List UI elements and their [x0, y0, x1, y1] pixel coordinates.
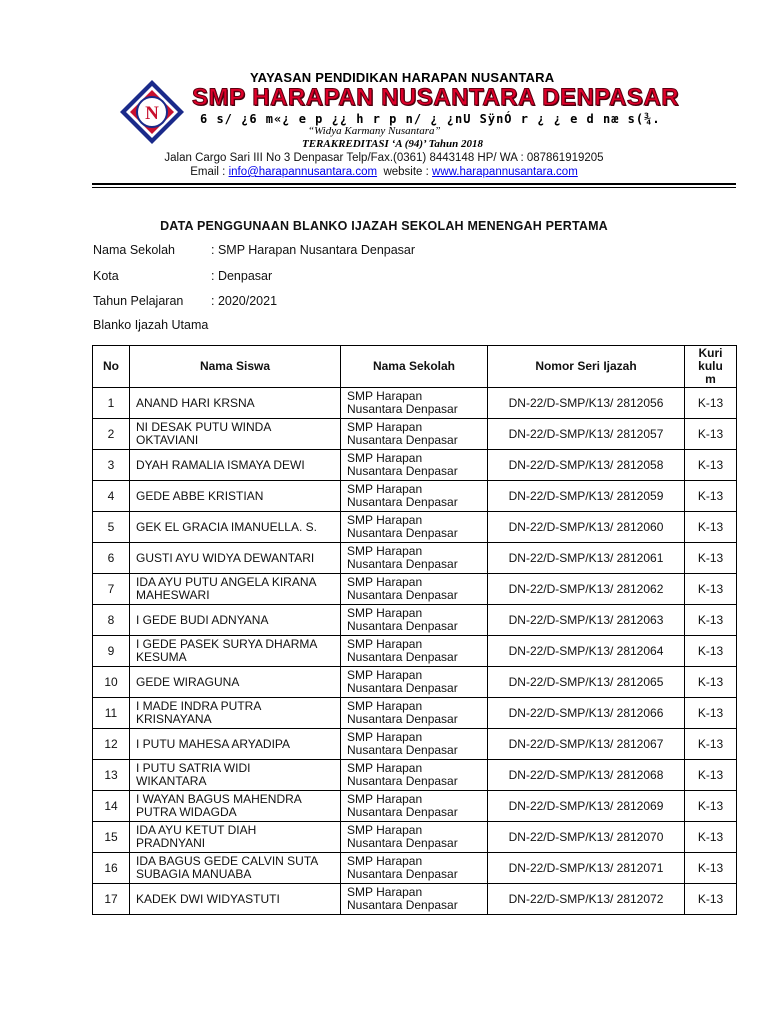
student-name-line: PUTRA WIDAGDA: [136, 805, 237, 819]
cell-kurikulum: K-13: [685, 605, 737, 636]
cell-nama-sekolah: [341, 822, 488, 853]
table-row: [93, 605, 737, 636]
field-label: Kota: [93, 269, 119, 283]
cell-nama-siswa: [130, 822, 341, 853]
cell-nomor-seri: DN-22/D-SMP/K13/ 2812060: [488, 512, 685, 543]
school-name-line: Nusantara Denpasar: [347, 743, 458, 757]
cell-nama-sekolah: [341, 574, 488, 605]
cell-no: 3: [93, 450, 130, 481]
cell-nama-sekolah: [341, 884, 488, 915]
school-name-line: Nusantara Denpasar: [347, 402, 458, 416]
cell-nomor-seri: DN-22/D-SMP/K13/ 2812072: [488, 884, 685, 915]
table-row: [93, 543, 737, 574]
letterhead: [0, 0, 768, 200]
school-name-line: SMP Harapan: [347, 482, 423, 496]
school-name-line: Nusantara Denpasar: [347, 619, 458, 633]
school-name-line: Nusantara Denpasar: [347, 867, 458, 881]
student-name-line: I MADE INDRA PUTRA: [136, 699, 262, 713]
field-value: : 2020/2021: [211, 294, 278, 308]
school-name-line: SMP Harapan: [347, 854, 423, 868]
cell-no: 6: [93, 543, 130, 574]
student-name-line: PRADNYANI: [136, 836, 206, 850]
cell-no: 11: [93, 698, 130, 729]
cell-no: 5: [93, 512, 130, 543]
table-row: [93, 760, 737, 791]
cell-nama-siswa: [130, 667, 341, 698]
cell-no: 13: [93, 760, 130, 791]
website-link[interactable]: www.harapannusantara.com: [432, 166, 578, 178]
cell-nama-siswa: [130, 791, 341, 822]
table-row: [93, 636, 737, 667]
school-logo-icon: [118, 78, 186, 146]
cell-kurikulum: K-13: [685, 667, 737, 698]
school-name-line: SMP Harapan: [347, 606, 423, 620]
cell-nama-siswa: [130, 574, 341, 605]
cell-nama-sekolah: [341, 450, 488, 481]
table-row: [93, 388, 737, 419]
field-kota: [93, 269, 272, 283]
cell-nama-sekolah: [341, 698, 488, 729]
cell-nama-siswa: [130, 729, 341, 760]
cell-kurikulum: K-13: [685, 574, 737, 605]
school-name-line: Nusantara Denpasar: [347, 526, 458, 540]
cell-nomor-seri: DN-22/D-SMP/K13/ 2812058: [488, 450, 685, 481]
cell-nama-siswa: [130, 884, 341, 915]
logo-letter: N: [145, 103, 159, 124]
school-name-line: SMP Harapan: [347, 823, 423, 837]
field-label: Tahun Pelajaran: [93, 294, 184, 308]
school-name-line: SMP Harapan: [347, 389, 423, 403]
cell-kurikulum: K-13: [685, 481, 737, 512]
foundation-name: YAYASAN PENDIDIKAN HARAPAN NUSANTARA: [250, 70, 555, 85]
table-row: [93, 698, 737, 729]
cell-nomor-seri: DN-22/D-SMP/K13/ 2812064: [488, 636, 685, 667]
school-name-line: Nusantara Denpasar: [347, 774, 458, 788]
table-row: [93, 822, 737, 853]
table-row: [93, 481, 737, 512]
accreditation: TERAKREDITASI ‘A (94)’ Tahun 2018: [302, 138, 483, 150]
school-name-line: Nusantara Denpasar: [347, 588, 458, 602]
table-row: [93, 884, 737, 915]
cell-kurikulum: K-13: [685, 543, 737, 574]
cell-nama-sekolah: [341, 481, 488, 512]
table-row: [93, 419, 737, 450]
cell-nomor-seri: DN-22/D-SMP/K13/ 2812069: [488, 791, 685, 822]
cell-kurikulum: K-13: [685, 853, 737, 884]
student-name-line: IDA AYU KETUT DIAH: [136, 823, 257, 837]
school-name-line: Nusantara Denpasar: [347, 898, 458, 912]
cell-nama-sekolah: [341, 729, 488, 760]
student-name-line: GEK EL GRACIA IMANUELLA. S.: [136, 519, 317, 534]
cell-no: 15: [93, 822, 130, 853]
school-name-line: SMP Harapan: [347, 668, 423, 682]
document-title: DATA PENGGUNAAN BLANKO IJAZAH SEKOLAH MENENGAH PERTAMA: [160, 219, 608, 233]
cell-nama-siswa: [130, 481, 341, 512]
cell-nama-sekolah: [341, 419, 488, 450]
student-name-line: DYAH RAMALIA ISMAYA DEWI: [136, 457, 305, 472]
field-value: : SMP Harapan Nusantara Denpasar: [211, 243, 416, 257]
cell-kurikulum: K-13: [685, 822, 737, 853]
school-name-line: SMP Harapan: [347, 575, 423, 589]
school-name-line: SMP Harapan: [347, 544, 423, 558]
header-nomor-seri: Nomor Seri Ijazah: [488, 346, 685, 388]
cell-nomor-seri: DN-22/D-SMP/K13/ 2812066: [488, 698, 685, 729]
cell-nomor-seri: DN-22/D-SMP/K13/ 2812071: [488, 853, 685, 884]
cell-no: 14: [93, 791, 130, 822]
cell-kurikulum: K-13: [685, 512, 737, 543]
cell-kurikulum: K-13: [685, 388, 737, 419]
table-subheading: Blanko Ijazah Utama: [93, 318, 209, 332]
student-name-line: IDA BAGUS GEDE CALVIN SUTA: [136, 854, 319, 868]
field-tahun-pelajaran: [93, 294, 277, 308]
cell-nomor-seri: DN-22/D-SMP/K13/ 2812068: [488, 760, 685, 791]
table-row: [93, 667, 737, 698]
cell-no: 17: [93, 884, 130, 915]
student-name-line: KRISNAYANA: [136, 712, 212, 726]
cell-nama-siswa: [130, 419, 341, 450]
cell-nama-siswa: [130, 450, 341, 481]
student-name-line: GUSTI AYU WIDYA DEWANTARI: [136, 550, 315, 565]
student-name-line: MAHESWARI: [136, 588, 210, 602]
cell-nomor-seri: DN-22/D-SMP/K13/ 2812065: [488, 667, 685, 698]
cell-nama-sekolah: [341, 853, 488, 884]
school-name-line: Nusantara Denpasar: [347, 495, 458, 509]
cell-nama-siswa: [130, 760, 341, 791]
school-name-line: SMP Harapan: [347, 730, 423, 744]
cell-nama-sekolah: [341, 760, 488, 791]
student-name-line: I PUTU MAHESA ARYADIPA: [136, 736, 291, 751]
table-row: [93, 853, 737, 884]
cell-kurikulum: K-13: [685, 698, 737, 729]
cell-nomor-seri: DN-22/D-SMP/K13/ 2812062: [488, 574, 685, 605]
cell-nama-sekolah: [341, 667, 488, 698]
student-name-line: I PUTU SATRIA WIDI: [136, 761, 251, 775]
contact-line: [0, 166, 768, 178]
school-name-line: Nusantara Denpasar: [347, 433, 458, 447]
cell-nama-sekolah: [341, 636, 488, 667]
header-kurikulum: [685, 346, 737, 388]
field-label: Nama Sekolah: [93, 243, 175, 257]
school-name-line: SMP Harapan: [347, 637, 423, 651]
cell-nama-siswa: [130, 605, 341, 636]
school-address: Jalan Cargo Sari III No 3 Denpasar Telp/Fax.(0361) 8443148 HP/ WA : 087861919205: [164, 152, 604, 164]
school-name-line: SMP Harapan: [347, 761, 423, 775]
student-name-line: I GEDE PASEK SURYA DHARMA: [136, 637, 318, 651]
ijazah-table: [92, 345, 737, 915]
cell-nama-siswa: [130, 698, 341, 729]
cell-kurikulum: K-13: [685, 729, 737, 760]
cell-kurikulum: K-13: [685, 791, 737, 822]
school-name-line: Nusantara Denpasar: [347, 650, 458, 664]
student-name-line: SUBAGIA MANUABA: [136, 867, 252, 881]
school-name-line: SMP Harapan: [347, 885, 423, 899]
school-name-line: Nusantara Denpasar: [347, 464, 458, 478]
balinese-script-line: 6 s/ ¿6 m«¿ e p ¿¿ h r p n/ ¿ ¿nU SÿnÓ r ¿ ¿ e d næ s(¾.: [200, 112, 661, 126]
cell-nomor-seri: DN-22/D-SMP/K13/ 2812057: [488, 419, 685, 450]
header-nama-siswa: Nama Siswa: [130, 346, 341, 388]
student-name-line: KESUMA: [136, 650, 187, 664]
header-no: No: [93, 346, 130, 388]
header-nama-sekolah: Nama Sekolah: [341, 346, 488, 388]
school-name-line: Nusantara Denpasar: [347, 805, 458, 819]
cell-kurikulum: K-13: [685, 884, 737, 915]
student-name-line: NI DESAK PUTU WINDA: [136, 420, 272, 434]
cell-nomor-seri: DN-22/D-SMP/K13/ 2812067: [488, 729, 685, 760]
cell-nama-sekolah: [341, 512, 488, 543]
school-name-line: SMP Harapan: [347, 420, 423, 434]
student-name-line: WIKANTARA: [136, 774, 207, 788]
cell-nomor-seri: DN-22/D-SMP/K13/ 2812061: [488, 543, 685, 574]
field-value: : Denpasar: [211, 269, 273, 283]
cell-nama-siswa: [130, 388, 341, 419]
cell-no: 12: [93, 729, 130, 760]
cell-no: 8: [93, 605, 130, 636]
school-name-line: Nusantara Denpasar: [347, 557, 458, 571]
cell-nama-siswa: [130, 512, 341, 543]
cell-nomor-seri: DN-22/D-SMP/K13/ 2812070: [488, 822, 685, 853]
header-kurikulum-line: Kuri: [698, 346, 723, 360]
cell-no: 9: [93, 636, 130, 667]
cell-no: 16: [93, 853, 130, 884]
cell-nama-sekolah: [341, 388, 488, 419]
cell-nomor-seri: DN-22/D-SMP/K13/ 2812056: [488, 388, 685, 419]
cell-no: 1: [93, 388, 130, 419]
cell-no: 10: [93, 667, 130, 698]
header-rule-thick: [92, 183, 736, 185]
cell-nomor-seri: DN-22/D-SMP/K13/ 2812059: [488, 481, 685, 512]
table-header-row: [93, 346, 737, 388]
school-name-line: SMP Harapan: [347, 792, 423, 806]
cell-kurikulum: K-13: [685, 760, 737, 791]
cell-nama-sekolah: [341, 543, 488, 574]
cell-no: 7: [93, 574, 130, 605]
email-link[interactable]: info@harapannusantara.com: [228, 166, 378, 178]
cell-nama-sekolah: [341, 791, 488, 822]
cell-kurikulum: K-13: [685, 636, 737, 667]
field-nama-sekolah: [93, 243, 415, 257]
table-row: [93, 512, 737, 543]
table-row: [93, 791, 737, 822]
school-name-line: SMP Harapan: [347, 699, 423, 713]
website-label: website :: [377, 166, 433, 178]
table-row: [93, 450, 737, 481]
header-kurikulum-line: m: [705, 372, 716, 386]
cell-no: 4: [93, 481, 130, 512]
cell-no: 2: [93, 419, 130, 450]
student-name-line: ANAND HARI KRSNA: [136, 395, 255, 410]
table-row: [93, 574, 737, 605]
school-name-line: SMP Harapan: [347, 451, 423, 465]
student-name-line: GEDE ABBE KRISTIAN: [136, 488, 264, 503]
cell-nomor-seri: DN-22/D-SMP/K13/ 2812063: [488, 605, 685, 636]
student-name-line: KADEK DWI WIDYASTUTI: [136, 891, 280, 906]
cell-nama-siswa: [130, 636, 341, 667]
header-kurikulum-line: kulu: [698, 359, 723, 373]
school-name-line: Nusantara Denpasar: [347, 681, 458, 695]
school-name-line: Nusantara Denpasar: [347, 836, 458, 850]
school-name-line: Nusantara Denpasar: [347, 712, 458, 726]
student-name-line: OKTAVIANI: [136, 433, 199, 447]
school-name: SMP HARAPAN NUSANTARA DENPASAR: [192, 84, 680, 111]
email-label: Email :: [190, 166, 229, 178]
table-row: [93, 729, 737, 760]
cell-nama-siswa: [130, 543, 341, 574]
header-rule-thin: [92, 187, 736, 188]
student-name-line: IDA AYU PUTU ANGELA KIRANA: [136, 575, 317, 589]
school-name-line: SMP Harapan: [347, 513, 423, 527]
cell-nama-sekolah: [341, 605, 488, 636]
cell-kurikulum: K-13: [685, 419, 737, 450]
school-motto: “Widya Karmany Nusantara”: [308, 125, 441, 137]
student-name-line: I WAYAN BAGUS MAHENDRA: [136, 792, 302, 806]
cell-nama-siswa: [130, 853, 341, 884]
student-name-line: I GEDE BUDI ADNYANA: [136, 612, 269, 627]
cell-kurikulum: K-13: [685, 450, 737, 481]
student-name-line: GEDE WIRAGUNA: [136, 674, 240, 689]
